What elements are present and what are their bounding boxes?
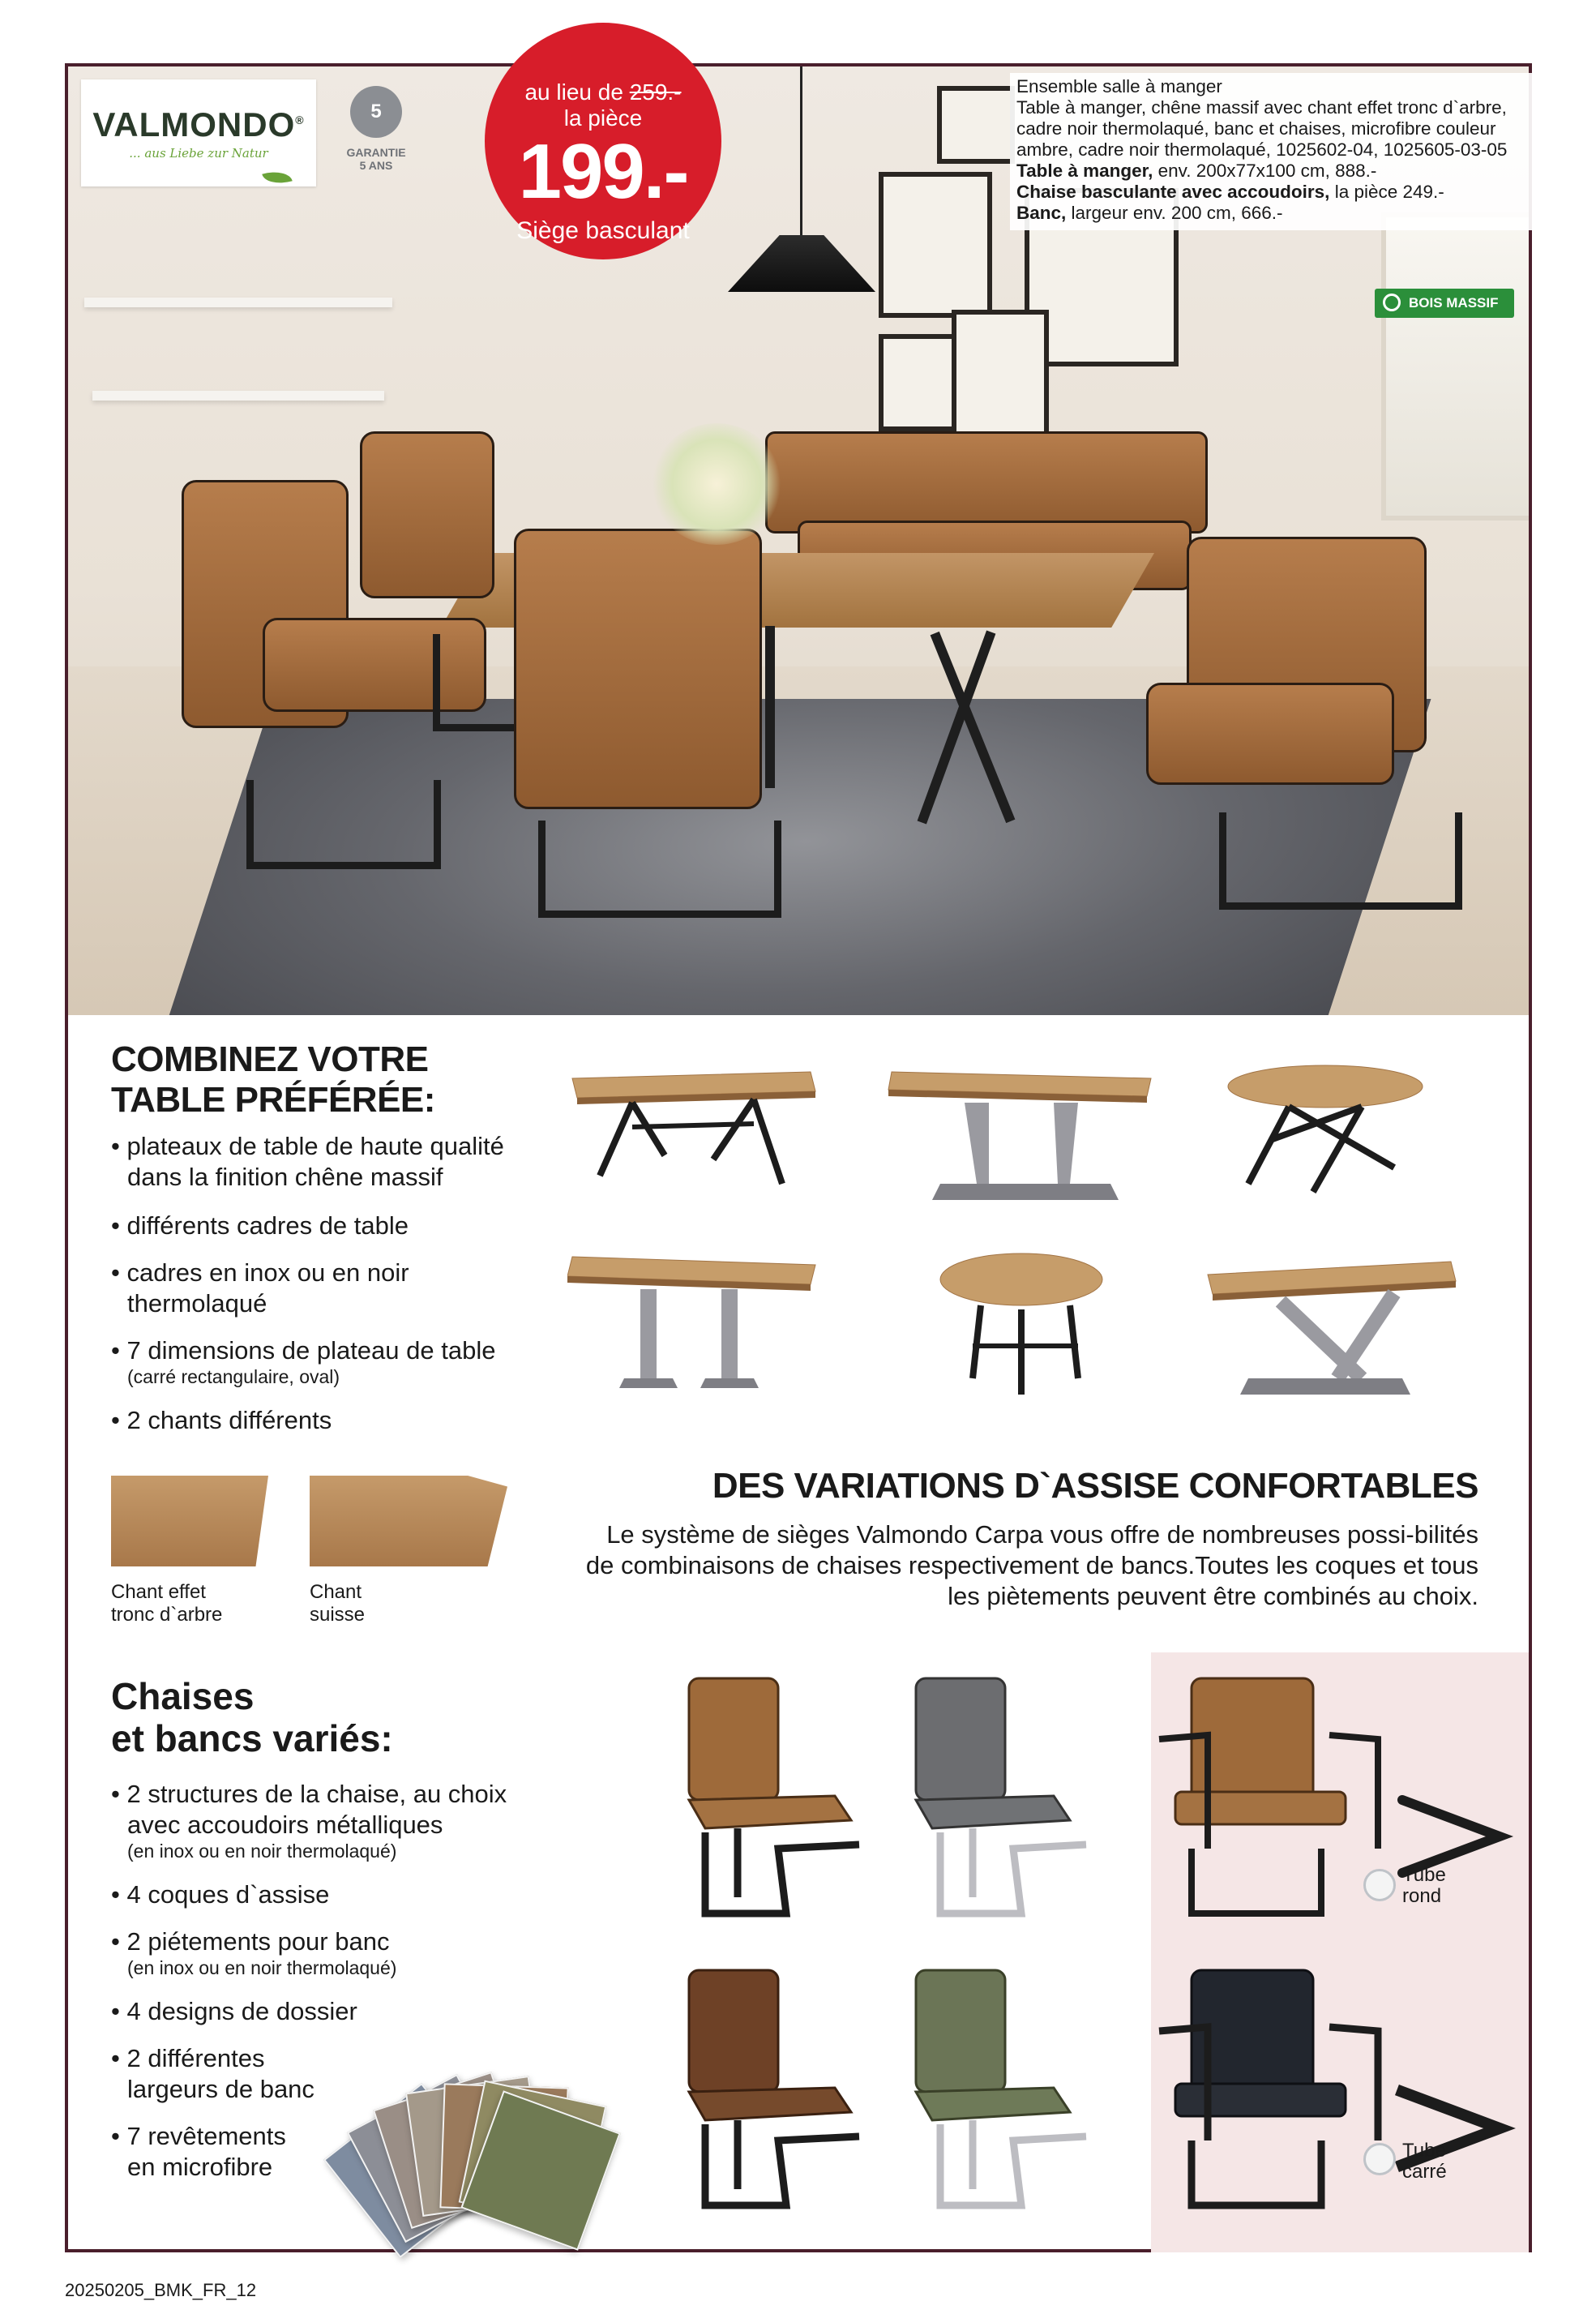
tables-bullet-3: • cadres en inox ou en noir thermolaqué (111, 1258, 409, 1318)
price-value: 199.- (518, 128, 688, 215)
chair-back-left (360, 431, 494, 598)
tables-heading-line1: COMBINEZ VOTRE (111, 1039, 429, 1079)
bullet-text: 2 piétements pour banc (126, 1927, 390, 1956)
armchair-round-tube (1159, 1678, 1500, 1913)
tube-label-line: Tube (1402, 1864, 1446, 1886)
chairs-bullet-5: • 2 différentes largeurs de banc (111, 2044, 314, 2103)
chair-front-frame (538, 821, 781, 918)
product-info (1010, 73, 1542, 230)
armchair-square-tube (1159, 1970, 1500, 2205)
bullet-text: plateaux de table de haute qualité (126, 1132, 504, 1160)
brand-logo (81, 79, 316, 186)
bullet-note: (en inox ou en noir thermolaqué) (127, 1840, 397, 1862)
brand-name: VALMONDO (92, 105, 296, 144)
seating-paragraph: Le système de sièges Valmondo Carpa vous offre de nombreuses possi-bilités de combinaisons de chaises respectivement de bancs.Toutes les coques et tous les piètements peuvent être combinés au choix. (585, 1520, 1478, 1610)
guarantee-line1: GARANTIE (346, 146, 406, 159)
bullet-text: 4 designs de dossier (126, 1997, 357, 2025)
guarantee-line2: 5 ANS (359, 159, 393, 172)
bullet-text: 2 chants différents (126, 1406, 332, 1434)
table-variant-rect-steel-x (1208, 1262, 1456, 1395)
bullet-text: largeurs de banc (127, 2075, 314, 2103)
product-description: Table à manger, chêne massif avec chant effet tronc d`arbre, cadre noir thermolaqué, banc et chaises, microfibre couleur ambre, cadre noir thermolaqué, 1025602-04, 1025605-03-05 (1016, 97, 1508, 160)
price-product-label: Siège basculant (516, 217, 690, 244)
bullet-text: avec accoudoirs métalliques (127, 1810, 443, 1839)
table-variant-round-black (940, 1253, 1102, 1395)
table-detail: env. 200x77x100 cm, 888.- (1153, 161, 1377, 181)
bench (765, 431, 1208, 534)
edge-label-line: tronc d`arbre (111, 1604, 223, 1626)
footer-code: 20250205_BMK_FR_12 (65, 2280, 257, 2300)
tube-label-line: rond (1402, 1885, 1442, 1907)
medal-icon (350, 86, 402, 138)
edge-label-swiss (310, 1581, 365, 1626)
bench-detail: largeur env. 200 cm, 666.- (1066, 203, 1283, 223)
bullet-text: dans la finition chêne massif (127, 1163, 443, 1191)
bullet-note: (en inox ou en noir thermolaqué) (127, 1957, 397, 1978)
chairs-bullet-4: • 4 designs de dossier (111, 1997, 357, 2025)
tables-bullet-2: • différents cadres de table (111, 1211, 409, 1240)
pendant-lamp-cord (800, 66, 802, 237)
edge-sample-swiss (310, 1476, 507, 1566)
tables-heading-line2: TABLE PRÉFÉRÉE: (111, 1080, 435, 1120)
table-leg (765, 626, 775, 788)
chairs-heading-line2: et bancs variés: (111, 1717, 393, 1759)
bullet-text: 2 différentes (126, 2044, 265, 2072)
old-price: 259.- (629, 79, 682, 105)
leaf-icon (262, 167, 293, 188)
tables-bullet-1: • plateaux de table de haute qualité dans la finition chêne massif (111, 1132, 504, 1191)
chairs-bullet-3: • 2 piétements pour banc (en inox ou en noir thermolaqué) (111, 1927, 397, 1978)
chair-front (514, 529, 762, 809)
registered-mark: ® (295, 114, 305, 126)
chairs-bullet-2: • 4 coques d`assise (111, 1880, 330, 1909)
bullet-text: différents cadres de table (126, 1211, 409, 1240)
chair-variant-darkbrown-black (689, 1970, 859, 2205)
tube-label-round (1402, 1865, 1446, 1907)
table-variant-oval-black-x (1228, 1065, 1423, 1192)
guarantee-years: 5 (370, 101, 382, 122)
armchair-right-frame (1219, 812, 1462, 910)
edge-label-line: suisse (310, 1604, 366, 1626)
bois-massif-label: BOIS MASSIF (1409, 295, 1499, 311)
bullet-text: 7 revêtements (126, 2122, 286, 2150)
chairs-bullet-1: • 2 structures de la chaise, au choix avec accoudoirs métalliques (en inox ou en noir thermolaqué) (111, 1780, 507, 1862)
wall-picture (937, 86, 1015, 164)
bois-massif-badge (1375, 289, 1514, 318)
wood-ring-icon (1383, 294, 1401, 311)
tube-label-line: carré (1402, 2161, 1447, 2183)
chair-variant-brown-black (689, 1678, 859, 1913)
tables-bullet-4: • 7 dimensions de plateau de table (carré rectangulaire, oval) (111, 1336, 496, 1387)
bullet-text: 2 structures de la chaise, au choix (126, 1780, 507, 1808)
table-variant-rect-steel-v (888, 1072, 1151, 1200)
bullet-note: (carré rectangulaire, oval) (127, 1366, 340, 1387)
wall-shelf (84, 298, 392, 307)
tube-label-line: Tube (1402, 2140, 1446, 2162)
edge-sample-tree-trunk (111, 1476, 268, 1566)
tube-label-square (1402, 2140, 1447, 2183)
chair-label: Chaise basculante avec accoudoirs, (1016, 182, 1330, 202)
magnifier-icon (1363, 2143, 1396, 2175)
flower-vase (652, 423, 781, 545)
price-badge (485, 23, 721, 259)
window (1381, 212, 1529, 521)
chair-variant-grey-steel (916, 1678, 1086, 1913)
wall-picture (879, 172, 992, 318)
magnifier-icon (1363, 1869, 1396, 1901)
chairs-heading (111, 1675, 393, 1759)
product-title: Ensemble salle à manger (1016, 76, 1222, 96)
table-variants (567, 1062, 1491, 1403)
tables-heading (111, 1039, 435, 1121)
chair-variant-green-steel (916, 1970, 1086, 2205)
brand-tagline: ... aus Liebe zur Natur (129, 146, 268, 161)
chair-detail: la pièce 249.- (1329, 182, 1444, 202)
table-variant-rect-steel-pedestal (567, 1257, 815, 1388)
chair-left-frame (246, 780, 441, 869)
bullet-text: 7 dimensions de plateau de table (126, 1336, 496, 1365)
edge-label-tree-trunk (111, 1581, 222, 1626)
wall-shelf (92, 391, 384, 401)
chairs-bullet-6: • 7 revêtements en microfibre (111, 2122, 286, 2181)
bullet-text: 4 coques d`assise (126, 1880, 330, 1909)
table-variant-rect-black (572, 1072, 815, 1184)
bullet-text: en microfibre (127, 2153, 273, 2181)
armchair-right-seat (1146, 683, 1394, 785)
bullet-text: cadres en inox ou en noir (126, 1258, 409, 1287)
table-label: Table à manger, (1016, 161, 1153, 181)
bullet-text: thermolaqué (127, 1289, 267, 1318)
tables-bullet-5: • 2 chants différents (111, 1406, 332, 1434)
guarantee-badge (336, 86, 417, 199)
edge-label-line: Chant effet (111, 1581, 206, 1603)
chairs-heading-line1: Chaises (111, 1675, 255, 1717)
seating-heading: DES VARIATIONS D`ASSISE CONFORTABLES (712, 1466, 1478, 1506)
instead-of-label: au lieu de (524, 79, 623, 105)
per-piece-label: la pièce (563, 105, 643, 131)
edge-label-line: Chant (310, 1581, 362, 1603)
bench-label: Banc, (1016, 203, 1067, 223)
